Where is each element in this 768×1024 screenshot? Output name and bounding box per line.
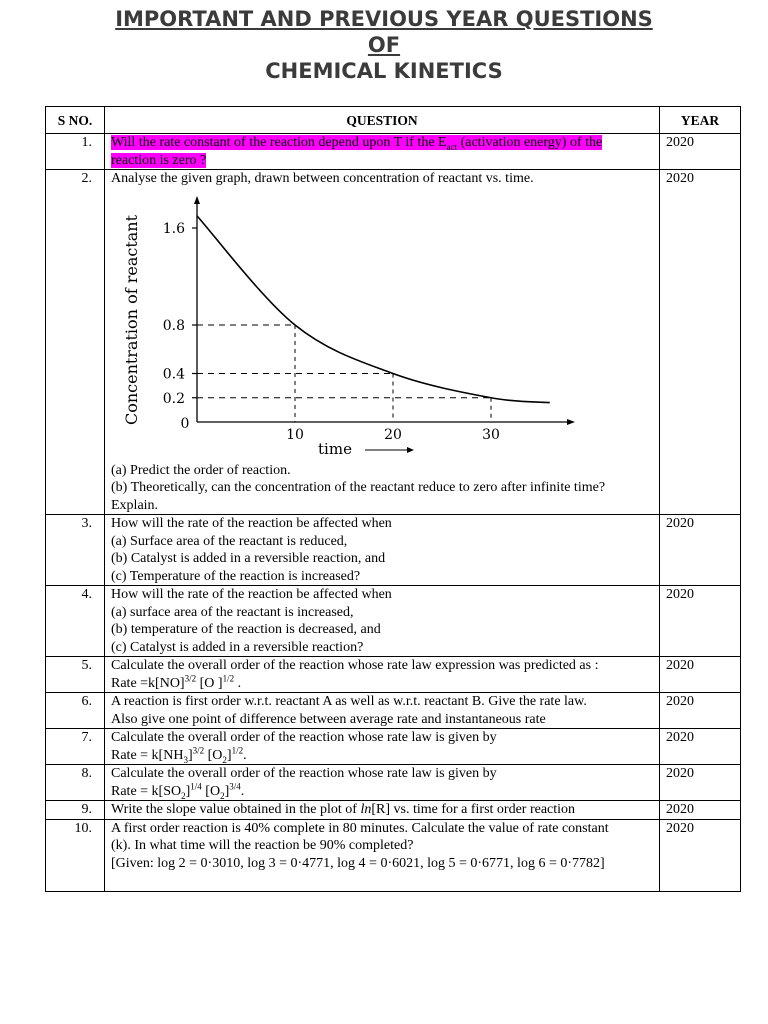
q5-rate-law [111,672,653,693]
row-year: 2020 [660,729,741,765]
q10-line: [Given: log 2 = 0·3010, log 3 = 0·4771, log 4 = 0·6021, log 5 = 0·6771, log 6 = 0·7782] [111,855,605,871]
row-question [105,819,660,891]
q10-line: A first order reaction is 40% complete in 80 minutes. Calculate the value of rate constant [111,820,609,836]
q5-f-b: [O ] [196,675,223,691]
q7-line: Calculate the overall order of the reaction whose rate law is given by [111,730,497,745]
q7-f-a: Rate = k[NH [111,747,184,763]
q9-line [111,801,653,819]
table-row [46,729,741,765]
row-question [105,729,660,765]
row-sno: 5. [46,657,105,693]
title-line-1: IMPORTANT AND PREVIOUS YEAR QUESTIONS [115,7,653,31]
row-sno: 4. [46,586,105,657]
q1-text-b: (activation energy) of the [457,135,603,150]
q8-rate-law [111,780,653,801]
row-year: 2020 [660,765,741,801]
q7-f-sup2: 1/2 [231,744,244,755]
q3-line: (a) Surface area of the reactant is reduced, [111,533,348,549]
q3-line: (c) Temperature of the reaction is increased? [111,568,361,584]
q1-text-c: reaction is zero ? [111,152,207,168]
y-tick-label: 0.4 [162,366,185,382]
q6-line: Also give one point of difference between average rate and instantaneous rate [111,711,546,727]
q8-f-sub2: 2 [220,790,225,801]
q8-line: Calculate the overall order of the reaction whose rate law is given by [111,766,497,781]
q7-rate-law [111,744,653,765]
x-tick-label: 20 [384,426,402,443]
q7-f-e: . [243,747,247,763]
q10-line: (k). In what time will the reaction be 90% completed? [111,838,414,853]
questions-table [45,106,741,892]
table-row [46,170,741,515]
y-tick-label: 1.6 [162,220,185,237]
q8-f-sub1: 2 [181,790,186,801]
y-axis-label: Concentration of reactant [122,214,141,425]
x-tick-label: 10 [286,426,304,443]
row-question [105,170,660,515]
row-year: 2020 [660,801,741,820]
row-sno: 1. [46,134,105,170]
row-sno: 8. [46,765,105,801]
q2-part-a: (a) Predict the order of reaction. [111,462,291,478]
row-question [105,515,660,586]
row-sno: 10. [46,819,105,891]
q2-part-b-cont: Explain. [111,497,159,513]
row-year: 2020 [660,134,741,170]
y-tick-label: 0.8 [162,317,185,334]
q7-f-d: ] [226,747,232,763]
q8-f-c: [O [201,783,221,799]
table-header-row [46,107,741,134]
graph-axes [194,196,575,425]
row-sno: 2. [46,170,105,515]
table-row [46,693,741,729]
row-question [105,657,660,693]
row-year: 2020 [660,515,741,586]
q1-sub-act: act [446,141,458,152]
x-axis-label: time [318,439,352,458]
q4-line: (a) surface area of the reactant is increased, [111,604,354,620]
header-question: QUESTION [105,107,660,134]
row-question [105,134,660,170]
x-axis-arrowhead [567,419,575,425]
q6-line: A reaction is first order w.r.t. reactant A as well as w.r.t. reactant B. Give the rate law. [111,694,587,709]
table-row [46,515,741,586]
q4-line: (b) temperature of the reaction is decreased, and [111,622,381,637]
q7-f-c: [O [204,747,223,763]
q5-f-sup2: 1/2 [222,672,235,683]
q5-f-a: Rate =k[NO] [111,675,185,691]
graph-guide-lines [197,325,491,422]
row-sno: 7. [46,729,105,765]
q2-intro: Analyse the given graph, drawn between concentration of reactant vs. time. [111,171,534,186]
x-tick-label: 30 [482,426,500,443]
row-sno: 6. [46,693,105,729]
q8-f-e: . [240,783,245,799]
concentration-decay-curve [197,215,550,402]
graph-tick-labels [163,221,500,443]
q4-line: How will the rate of the reaction be affected when [111,587,392,602]
q7-f-sub2: 2 [222,754,227,765]
x-axis-label-arrow [365,447,414,453]
q8-f-sup2: 3/4 [229,780,241,791]
row-sno: 3. [46,515,105,586]
q2-part-b: (b) Theoretically, can the concentration of the reactant reduce to zero after infinite time? [111,480,606,495]
q5-f-sup1: 3/2 [184,672,197,683]
row-year: 2020 [660,819,741,891]
document-title [0,6,768,80]
table-row [46,801,741,820]
q4-line: (c) Catalyst is added in a reversible reaction? [111,639,364,655]
row-question [105,765,660,801]
row-year: 2020 [660,170,741,515]
table-row [46,134,741,170]
concentration-time-graph [115,192,585,460]
table-row [46,657,741,693]
row-question [105,801,660,820]
q8-f-a: Rate = k[SO [111,783,182,799]
y-tick-label: 0.2 [162,390,185,407]
q5-f-c: . [234,675,242,691]
q9-f-a: Write the slope value obtained in the plot of [111,802,361,817]
q1-text-a: Will the rate constant of the reaction depend upon T if the E [111,135,447,150]
q7-f-sup1: 3/2 [192,744,205,755]
q9-f-ln: ln [360,802,372,817]
q9-f-b: [R] vs. time for a first order reaction [371,802,576,817]
q3-line: How will the rate of the reaction be affected when [111,516,392,531]
row-question [105,693,660,729]
q7-f-sub1: 3 [183,754,188,765]
row-year: 2020 [660,693,741,729]
table-row [46,819,741,891]
q3-line: (b) Catalyst is added in a reversible reaction, and [111,551,386,566]
q5-line: Calculate the overall order of the reaction whose rate law expression was predicted as : [111,658,599,673]
y-axis-arrowhead [194,196,200,204]
header-year: YEAR [660,107,741,134]
row-year: 2020 [660,586,741,657]
graph-curve [197,215,550,402]
q8-f-d: ] [224,783,230,799]
origin-label: 0 [180,415,190,432]
table-row [46,765,741,801]
row-question [105,586,660,657]
q8-f-b: ] [185,783,191,799]
q8-f-sup1: 1/4 [190,780,202,791]
header-sno: S NO. [46,107,105,134]
title-line-3: CHEMICAL KINETICS [265,59,503,80]
q7-f-b: ] [187,747,193,763]
table-row [46,586,741,657]
row-year: 2020 [660,657,741,693]
title-line-2: OF [367,33,401,57]
row-sno: 9. [46,801,105,820]
